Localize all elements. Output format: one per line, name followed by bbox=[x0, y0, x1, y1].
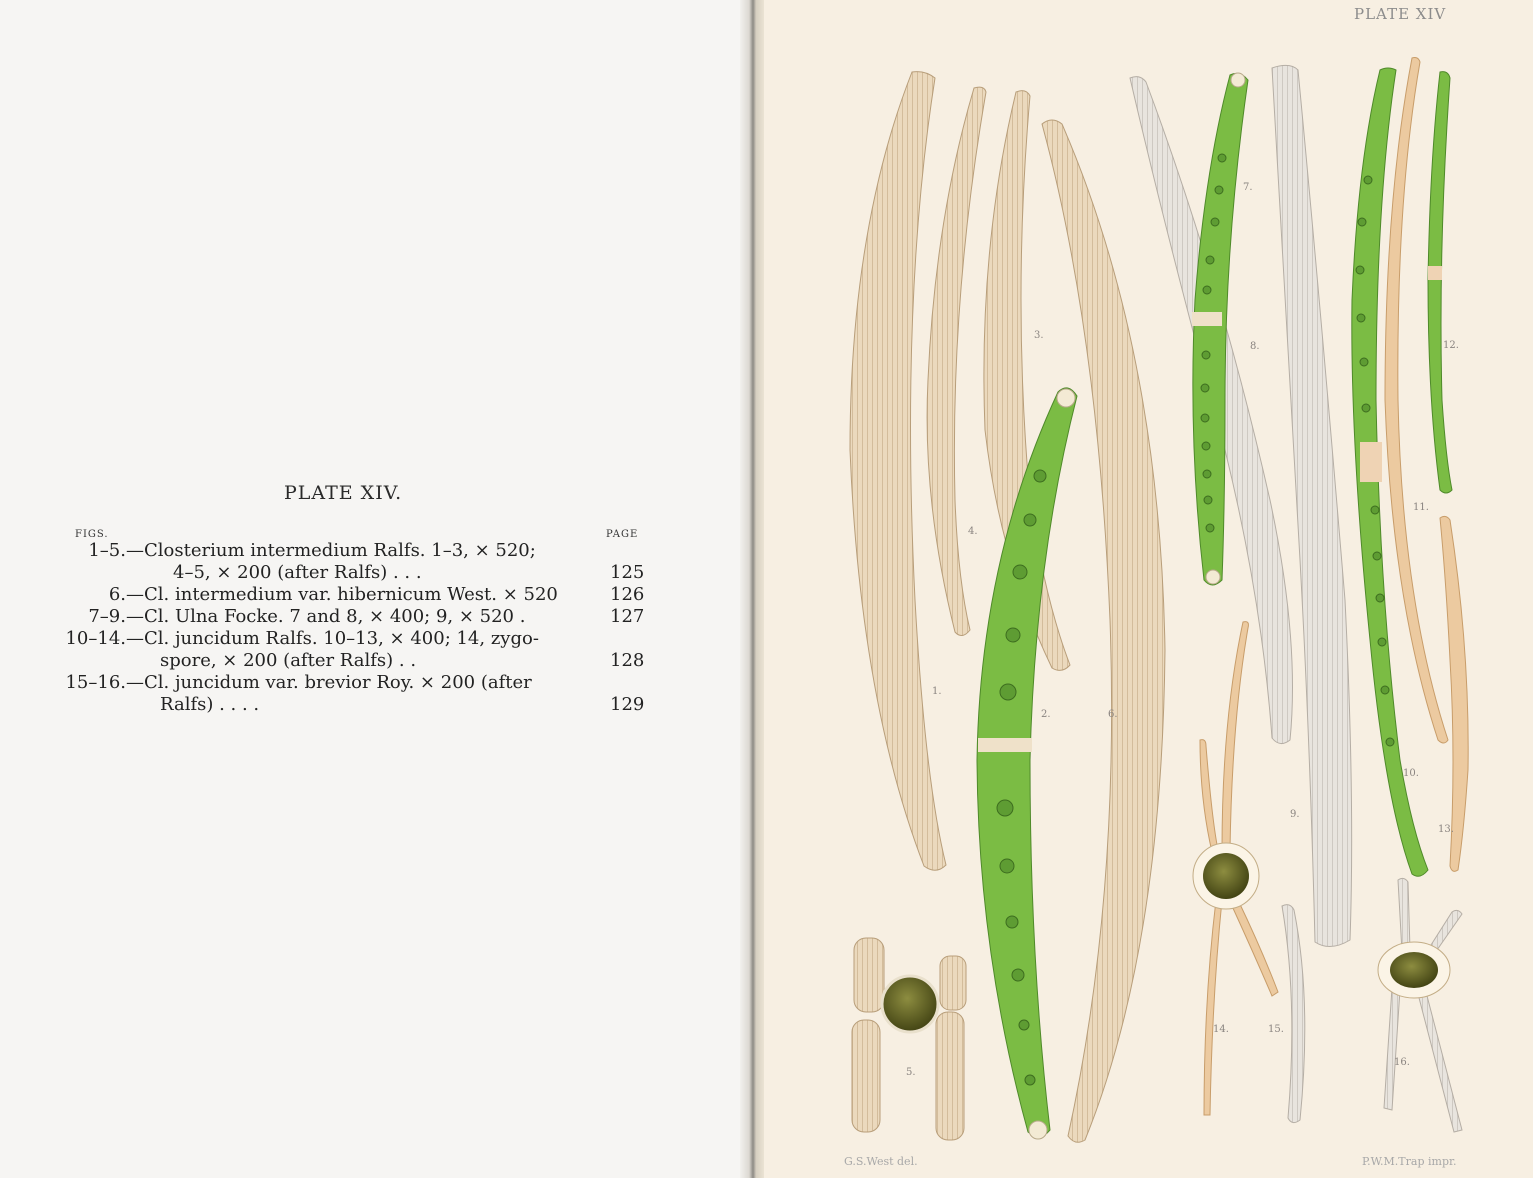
figs-column-header: FIGS. bbox=[75, 529, 109, 540]
figure-label-10: 10. bbox=[1403, 768, 1419, 779]
figure-label-1: 1. bbox=[932, 686, 942, 697]
artist-credit: G.S.West del. bbox=[844, 1155, 918, 1168]
figure-label-9: 9. bbox=[1290, 809, 1300, 820]
figure-15-cell bbox=[1282, 905, 1305, 1123]
figure-label-14: 14. bbox=[1213, 1024, 1229, 1035]
book-gutter bbox=[740, 0, 766, 1178]
figure-label-7: 7. bbox=[1243, 182, 1253, 193]
page-column-header: PAGE bbox=[606, 529, 639, 540]
figure-label-6: 6. bbox=[1108, 709, 1118, 720]
figure-4-cell bbox=[927, 87, 986, 635]
legend-page: 128 bbox=[610, 650, 645, 671]
legend-text: Cl. juncidum var. brevior Roy. × 200 (after bbox=[144, 672, 532, 693]
figure-label-4: 4. bbox=[968, 526, 978, 537]
botanical-plate-illustration bbox=[764, 0, 1533, 1178]
figure-label-12: 12. bbox=[1443, 340, 1459, 351]
legend-text: Cl. juncidum Ralfs. 10–13, × 400; 14, zygo- bbox=[144, 628, 539, 649]
legend-figs: 15–16.— bbox=[65, 672, 144, 693]
figure-label-13: 13. bbox=[1438, 824, 1454, 835]
plate-header: PLATE XIV bbox=[1354, 5, 1447, 23]
legend-figs: 10–14.— bbox=[65, 628, 144, 649]
figure-12-cell bbox=[1428, 72, 1452, 493]
legend-figs: 7–9.— bbox=[88, 606, 144, 627]
legend-page: 127 bbox=[610, 606, 645, 627]
legend-text: Cl. Ulna Focke. 7 and 8, × 400; 9, × 520 . bbox=[144, 606, 526, 627]
plate-title: PLATE XIV. bbox=[284, 482, 403, 504]
figure-13-cell bbox=[1440, 516, 1468, 871]
legend-figs: 6.— bbox=[108, 584, 144, 605]
printer-credit: P.W.M.Trap impr. bbox=[1362, 1155, 1457, 1168]
legend-text: Closterium intermedium Ralfs. 1–3, × 520; bbox=[144, 540, 536, 561]
figure-label-3: 3. bbox=[1034, 330, 1044, 341]
figure-label-16: 16. bbox=[1394, 1057, 1410, 1068]
legend-text: Cl. intermedium var. hibernicum West. × 520 bbox=[144, 584, 558, 605]
figure-label-2: 2. bbox=[1041, 709, 1051, 720]
legend-page: 126 bbox=[610, 584, 645, 605]
figure-16-zygospore bbox=[1378, 878, 1462, 1132]
figure-label-11: 11. bbox=[1413, 502, 1429, 513]
figure-2-division bbox=[978, 738, 1032, 752]
legend-text-cont: Ralfs) . . . . bbox=[160, 694, 260, 715]
figure-9-cell bbox=[1272, 65, 1352, 946]
legend-figs: 1–5.— bbox=[88, 540, 144, 561]
figure-6-cell bbox=[1042, 120, 1165, 1142]
figure-14-zygospore bbox=[1193, 622, 1278, 1115]
figure-5-cells bbox=[852, 938, 966, 1140]
figure-label-5: 5. bbox=[906, 1067, 916, 1078]
legend-page: 129 bbox=[610, 694, 645, 715]
figure-label-15: 15. bbox=[1268, 1024, 1284, 1035]
legend-text-cont: 4–5, × 200 (after Ralfs) . . . bbox=[173, 562, 422, 583]
legend-text-cont: spore, × 200 (after Ralfs) . . bbox=[160, 650, 417, 671]
legend-page: 125 bbox=[610, 562, 645, 583]
figure-label-8: 8. bbox=[1250, 341, 1260, 352]
